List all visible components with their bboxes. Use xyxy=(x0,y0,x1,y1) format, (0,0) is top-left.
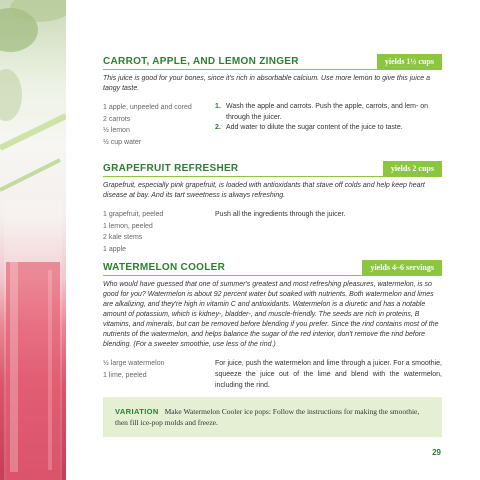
step-item xyxy=(215,102,442,123)
yields-badge: yields 1½ cups xyxy=(377,54,442,69)
ingredient-item: 1 apple, unpeeled and cored xyxy=(103,104,192,111)
ingredient-item: 2 kale stems xyxy=(103,234,143,241)
variation-text: Make Watermelon Cooler ice pops: Follow the instructions for making the smoothie, then fill ice-pop molds and freeze. xyxy=(115,407,420,427)
ingredient-item: 2 carrots xyxy=(103,115,131,123)
ingredient-item: ½ lemon xyxy=(103,127,130,134)
ingredient-list xyxy=(103,209,215,255)
variation-box xyxy=(103,397,442,437)
drink-glass-illustration xyxy=(0,0,66,480)
ingredient-item: 1 apple xyxy=(103,245,126,253)
recipe-title: GRAPEFRUIT REFRESHER xyxy=(103,163,239,174)
step-text: Add water to dilute the sugar content of the juice to taste. xyxy=(226,124,403,131)
recipe-title: WATERMELON COOLER xyxy=(103,262,226,273)
step-item xyxy=(215,123,442,134)
recipe-directions: Push all the ingredients through the juicer. xyxy=(215,211,346,218)
ingredient-list xyxy=(103,102,215,148)
recipe-title-row xyxy=(103,258,442,276)
recipe-intro: Who would have guessed that one of summer's greatest and most refreshing pleasures, watermelon, is so good for you? Watermelon is about 92 percent water but soaked with nutrients. Both watermelon and limes are alkalizing, and they're high in vitamin C and antioxidants. Watermelon is a diuretic and has a notable amount of potassium, which is kidney-, bladder-, and muscle-friendly. The seeds are rich in proteins, B vitamins, and minerals, but can be removed before blending if you prefer. Since the rind contains most of the nutrients of the watermelon, and helps balance the sugar of the red interior, don't remove the rind before blending. (For a sweeter smoothie, use less of the rind.) xyxy=(103,281,439,348)
recipe-title-row xyxy=(103,52,442,70)
ingredient-item: 1 lime, peeled xyxy=(103,371,147,379)
yields-badge: yields 2 cups xyxy=(383,161,442,176)
recipe-title-row xyxy=(103,159,442,177)
variation-label: VARIATION xyxy=(115,407,159,416)
ingredient-item: 1 grapefruit, peeled xyxy=(103,211,164,218)
recipe-directions: For juice, push the watermelon and lime through a juicer. For a smoothie, squeeze the juice out of the lime and blend with the watermelon, including the rind. xyxy=(215,360,442,389)
recipe-carrot-apple-lemon xyxy=(103,52,442,148)
recipe-title: CARROT, APPLE, AND LEMON ZINGER xyxy=(103,56,299,67)
step-number: 2. xyxy=(215,124,221,131)
recipe-intro: Grapefruit, especially pink grapefruit, is loaded with antioxidants that stave off colds and help keep heart disease at bay. And its tart sweetness is always refreshing. xyxy=(103,182,425,199)
recipe-grapefruit-refresher xyxy=(103,159,442,255)
step-text: Wash the apple and carrots. Push the apple, carrots, and lem- on through the juicer. xyxy=(226,103,429,121)
step-list xyxy=(215,102,442,148)
ingredient-item: ½ cup water xyxy=(103,138,142,146)
watermelon-drink-photo xyxy=(0,0,66,480)
recipe-watermelon-cooler xyxy=(103,258,442,391)
page-number: 29 xyxy=(432,448,441,457)
yields-badge: yields 4–6 servings xyxy=(362,260,442,275)
step-number: 1. xyxy=(215,103,221,110)
recipe-intro: This juice is good for your bones, since it's rich in absorbable calcium. Use more lemon to give this juice a tangy taste. xyxy=(103,75,430,92)
ingredient-item: 1 lemon, peeled xyxy=(103,222,153,230)
ingredient-item: ½ large watermelon xyxy=(103,360,165,367)
ingredient-list xyxy=(103,358,215,391)
